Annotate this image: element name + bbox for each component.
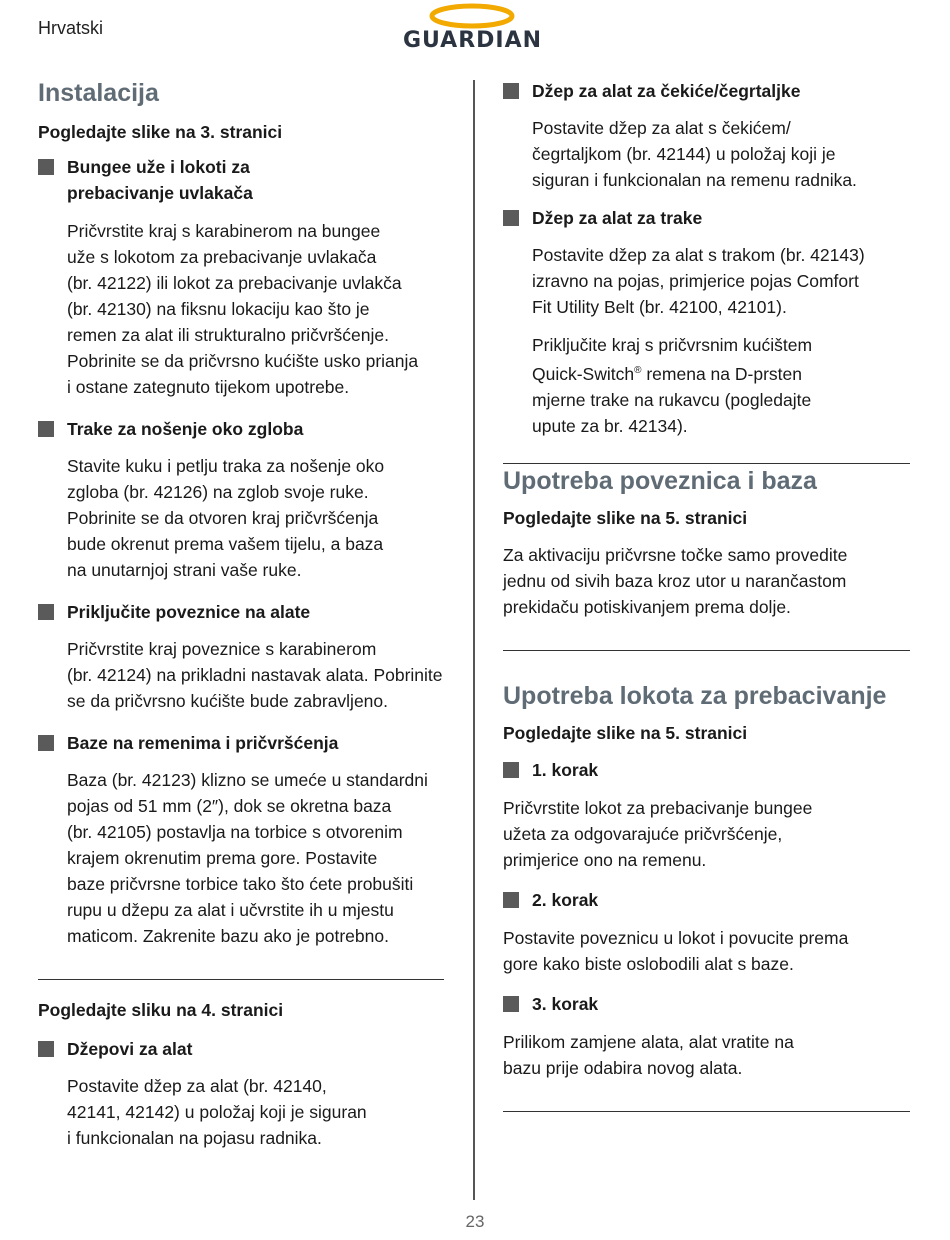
- section-divider: [38, 979, 444, 980]
- figure-reference: Pogledajte slike na 5. stranici: [503, 722, 748, 743]
- subheading-text: Priključite poveznice na alate: [67, 602, 311, 622]
- paragraph-tape-pouch: [532, 242, 913, 320]
- subheading-text: Džep za alat za trake: [532, 208, 703, 228]
- text-line: jednu od sivih baza kroz utor u narančastom: [503, 570, 847, 591]
- bullet-square-icon: [38, 604, 54, 620]
- text-line: gore kako biste oslobodili alat s baze.: [503, 953, 794, 974]
- language-label: Hrvatski: [38, 18, 104, 38]
- subheading-text: 1. korak: [532, 759, 599, 780]
- paragraph-wrist-straps: [67, 453, 448, 583]
- subheading-line: Bungee uže i lokoti za: [67, 157, 250, 177]
- bullet-square-icon: [503, 762, 519, 778]
- subheading-wrist-straps: [38, 416, 448, 442]
- text-line: bazu prije odabira novog alata.: [503, 1057, 743, 1078]
- subheading-step-2: [503, 887, 913, 913]
- left-column: [38, 74, 448, 1151]
- subheading-text: Baze na remenima i pričvršćenja: [67, 733, 339, 753]
- section-divider: [503, 1111, 910, 1112]
- text-line: izravno na pojas, primjerice pojas Comfort: [532, 271, 859, 291]
- text-line: se da pričvrsno kućište bude zabravljeno.: [67, 691, 389, 711]
- subheading-step-3: [503, 991, 913, 1017]
- bullet-square-icon: [503, 996, 519, 1012]
- paragraph-hammer-pouch: [532, 115, 913, 193]
- subheading-tape-pouch: [503, 205, 913, 231]
- text-line: krajem okrenutim prema gore. Postavite: [67, 848, 378, 868]
- guardian-logo: [385, 2, 560, 54]
- text-line: (br. 42124) na prikladni nastavak alata. Pobrinite: [67, 665, 443, 685]
- bullet-square-icon: [38, 159, 54, 175]
- bullet-square-icon: [503, 210, 519, 226]
- text-line: bude okrenut prema vašem tijelu, a baza: [67, 534, 384, 554]
- logo-text: GUARDIAN: [402, 28, 543, 53]
- paragraph-belt-bases: [67, 767, 448, 949]
- text-line: rupu u džepu za alat i učvrstite ih u mjestu: [67, 900, 394, 920]
- paragraph-links-bases: [503, 542, 913, 620]
- text-line: mjerne trake na rukavcu (pogledajte: [532, 389, 812, 410]
- subheading-tool-pouches: [38, 1036, 448, 1062]
- paragraph-quick-switch: [532, 332, 913, 439]
- text-line: uže s lokotom za prebacivanje uvlakača: [67, 247, 377, 267]
- text-line: Postavite džep za alat s trakom (br. 42143): [532, 245, 865, 265]
- text-line: (br. 42130) na fiksnu lokaciju kao što je: [67, 299, 370, 319]
- section-title-lock-usage: Upotreba lokota za prebacivanje: [503, 681, 887, 710]
- subheading-line: prebacivanje uvlakača: [67, 183, 253, 203]
- text-line: Prilikom zamjene alata, alat vratite na: [503, 1031, 794, 1052]
- text-line: Za aktivaciju pričvrsne točke samo provedite: [503, 544, 848, 565]
- text-line: baze pričvrsne torbice tako što ćete probušiti: [67, 874, 414, 894]
- text-line: Pobrinite se da otvoren kraj pričvršćenja: [67, 508, 379, 528]
- text-line: Stavite kuku i petlju traka za nošenje oko: [67, 456, 385, 476]
- text-line: pojas od 51 mm (2″), dok se okretna baza: [67, 796, 392, 816]
- text-line: Pričvrstite kraj s karabinerom na bungee: [67, 221, 381, 241]
- section-divider: [503, 650, 910, 651]
- text-line: (br. 42105) postavlja na torbice s otvorenim: [67, 822, 403, 842]
- page-number: 23: [465, 1212, 485, 1231]
- section-title-instalacija: Instalacija: [38, 79, 159, 107]
- paragraph-step-2: [503, 925, 913, 977]
- subheading-text: Džep za alat za čekiće/čegrtaljke: [532, 81, 801, 101]
- subheading-step-1: [503, 757, 913, 783]
- text-line: [532, 358, 913, 387]
- text-line: Pobrinite se da pričvrsno kućište usko prianja: [67, 351, 419, 371]
- paragraph-step-1: [503, 795, 913, 873]
- text-line: Fit Utility Belt (br. 42100, 42101).: [532, 297, 787, 317]
- text-line: remen za alat ili strukturalno pričvršćenje.: [67, 325, 389, 345]
- text-line: primjerice ono na remenu.: [503, 849, 707, 870]
- right-column: [503, 78, 913, 1112]
- text-line: 42141, 42142) u položaj koji je siguran: [67, 1102, 367, 1122]
- subheading-hammer-pouch: [503, 78, 913, 104]
- figure-reference: Pogledajte slike na 3. stranici: [38, 122, 283, 142]
- subheading-text: Trake za nošenje oko zgloba: [67, 419, 304, 439]
- subheading-bungee: [38, 154, 448, 206]
- text-line: Pričvrstite kraj poveznice s karabinerom: [67, 639, 377, 659]
- bullet-square-icon: [503, 83, 519, 99]
- text-line: Baza (br. 42123) klizno se umeće u standardni: [67, 770, 428, 790]
- text-line: Pričvrstite lokot za prebacivanje bungee: [503, 797, 813, 818]
- text-line: Postavite poveznicu u lokot i povucite prema: [503, 927, 849, 948]
- column-divider: [473, 80, 475, 1200]
- registered-mark: ®: [634, 365, 642, 376]
- paragraph-attach-links: [67, 636, 448, 714]
- subheading-text: 3. korak: [532, 993, 599, 1014]
- subheading-text: Džepovi za alat: [67, 1039, 193, 1059]
- bullet-square-icon: [38, 1041, 54, 1057]
- text-line: prekidaču potiskivanjem prema dolje.: [503, 596, 791, 617]
- text-line: na unutarnjoj strani vaše ruke.: [67, 560, 302, 580]
- subheading-belt-bases: [38, 730, 448, 756]
- bullet-square-icon: [503, 892, 519, 908]
- paragraph-bungee: [67, 218, 448, 400]
- text-line: zgloba (br. 42126) na zglob svoje ruke.: [67, 482, 369, 502]
- bullet-square-icon: [38, 735, 54, 751]
- subheading-text: 2. korak: [532, 889, 599, 910]
- section-title-links-bases: Upotreba poveznica i baza: [503, 466, 817, 495]
- text-line: i funkcionalan na pojasu radnika.: [67, 1128, 322, 1148]
- text-line: i ostane zategnuto tijekom upotrebe.: [67, 377, 350, 397]
- paragraph-step-3: [503, 1029, 913, 1081]
- text-line: Postavite džep za alat s čekićem/: [532, 118, 791, 138]
- text-line: (br. 42122) ili lokot za prebacivanje uvlakča: [67, 273, 402, 293]
- text-line: Postavite džep za alat (br. 42140,: [67, 1076, 327, 1096]
- figure-reference: Pogledajte sliku na 4. stranici: [38, 1000, 284, 1020]
- text-line: Priključite kraj s pričvrsnim kućištem: [532, 335, 813, 355]
- text-line: užeta za odgovarajuće pričvršćenje,: [503, 823, 783, 844]
- text-fragment: remena na D-prsten: [641, 363, 802, 384]
- brand-name: Quick-Switch: [532, 363, 635, 384]
- text-line: upute za br. 42134).: [532, 415, 688, 436]
- paragraph-tool-pouches: [67, 1073, 448, 1151]
- text-line: siguran i funkcionalan na remenu radnika.: [532, 170, 857, 190]
- subheading-attach-links: [38, 599, 448, 625]
- text-line: maticom. Zakrenite bazu ako je potrebno.: [67, 926, 389, 946]
- text-line: čegrtaljkom (br. 42144) u položaj koji je: [532, 144, 836, 164]
- figure-reference: Pogledajte slike na 5. stranici: [503, 507, 748, 528]
- bullet-square-icon: [38, 421, 54, 437]
